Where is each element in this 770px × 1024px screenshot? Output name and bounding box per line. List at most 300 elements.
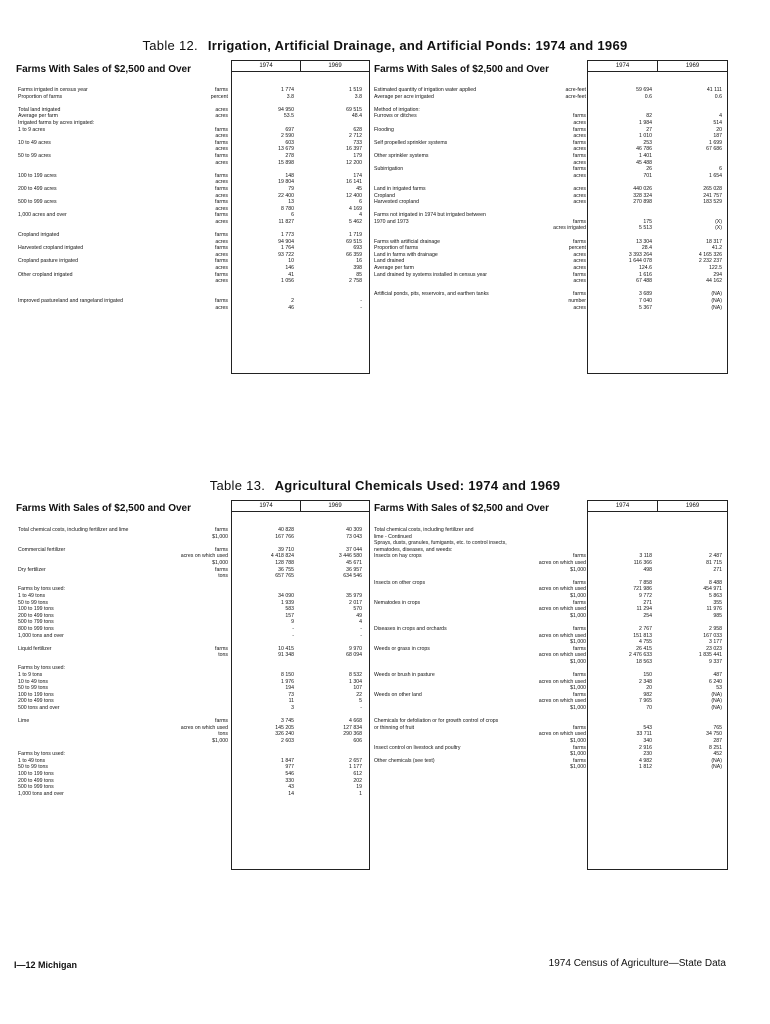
table-row: [374, 133, 726, 140]
table-row: [18, 646, 370, 653]
row-value-1969: 107: [353, 685, 362, 692]
row-value-1969: 12 400: [346, 192, 362, 199]
table-row: [18, 120, 370, 127]
row-value-1969: 2 017: [349, 599, 362, 606]
row-unit: $1,000: [570, 738, 586, 744]
table-row: [18, 166, 370, 173]
row-unit: $1,000: [570, 566, 586, 573]
row-value-1969: 487: [713, 672, 722, 679]
table-row: [18, 751, 370, 758]
row-value-1974: 1 616: [639, 271, 652, 278]
table-row: [18, 285, 370, 292]
row-value-1969: 1 699: [709, 139, 722, 146]
row-label: Artificial ponds, pits, reservoirs, and earthen tanks: [374, 291, 489, 298]
row-value-1969: 5: [359, 698, 362, 705]
row-value-1974: 583: [285, 606, 294, 613]
row-value-1969: 4: [359, 619, 362, 626]
table-row: [18, 252, 370, 259]
row-value-1969: 35 979: [346, 592, 362, 599]
table-row: [374, 113, 726, 120]
row-label: Total chemical costs, including fertilizer and lime: [18, 527, 129, 533]
table-row: [18, 193, 370, 200]
row-value-1974: 39 710: [278, 546, 294, 553]
row-value-1969: 6: [359, 199, 362, 206]
row-label: Average per farm: [18, 113, 58, 120]
row-label: 1,000 acres and over: [18, 212, 67, 219]
row-unit: acres: [215, 278, 228, 285]
table-row: [18, 718, 370, 725]
table-row: [374, 120, 726, 127]
row-value-1969: 41.2: [711, 245, 722, 252]
table-row: [18, 291, 370, 298]
row-value-1974: 330: [285, 777, 294, 784]
row-unit: acres irrigated: [553, 225, 586, 232]
table-row: [374, 560, 726, 567]
row-unit: tons: [218, 731, 228, 738]
row-value-1969: 85: [356, 271, 362, 278]
row-value-1974: 167 766: [275, 533, 294, 540]
row-value-1969: 265 028: [703, 185, 722, 192]
table-row: [18, 586, 370, 593]
row-label: Method of irrigation:: [374, 106, 420, 113]
row-unit: farms: [573, 113, 586, 120]
row-value-1974: 2: [291, 298, 294, 304]
table-row: [374, 652, 726, 659]
row-label: Diseases in crops and orchards: [374, 625, 447, 632]
row-unit: acres on which used: [180, 724, 228, 731]
table-row: [374, 718, 726, 725]
row-value-1969: 985: [713, 612, 722, 619]
row-value-1974: 145 205: [275, 724, 294, 731]
row-value-1969: 53: [716, 685, 722, 692]
row-value-1974: 6: [291, 212, 294, 219]
row-value-1969: 37 044: [346, 546, 362, 553]
row-label: 100 to 199 tons: [18, 606, 54, 613]
row-label: nematodes, diseases, and weeds:: [374, 546, 453, 553]
row-unit: percent: [568, 245, 586, 252]
table-row: [374, 712, 726, 719]
row-value-1974: 1 401: [639, 152, 652, 159]
table-row: [374, 685, 726, 692]
table-row: [18, 206, 370, 213]
row-label: Insects on other crops: [374, 579, 426, 586]
row-label: 100 to 199 tons: [18, 770, 54, 777]
row-label: Cropland irrigated: [18, 232, 60, 239]
row-value-1974: 18 563: [636, 658, 652, 665]
table-row: [374, 534, 726, 541]
row-value-1969: 179: [353, 152, 362, 159]
row-value-1974: 33 711: [636, 731, 652, 738]
table-row: [18, 87, 370, 94]
row-value-1974: 4 418 824: [270, 553, 294, 560]
table-row: [18, 659, 370, 666]
row-value-1974: 70: [646, 705, 652, 712]
row-unit: farms: [215, 271, 228, 278]
row-unit: farms: [215, 298, 228, 304]
row-value-1969: 4 169: [349, 205, 362, 212]
row-value-1969: 8 251: [709, 744, 722, 751]
row-value-1974: 79: [288, 185, 294, 192]
row-value-1969: 1 519: [349, 87, 362, 93]
row-label: Farms not irrigated in 1974 but irrigated between: [374, 212, 486, 219]
table-row: [18, 692, 370, 699]
row-unit: acres: [215, 238, 228, 245]
table-row: [374, 764, 726, 771]
table-row: [374, 252, 726, 259]
row-value-1969: 16 397: [346, 146, 362, 153]
row-unit: $1,000: [570, 705, 586, 712]
row-label: lime - Continued: [374, 533, 412, 540]
table-row: [18, 672, 370, 679]
row-value-1969: 693: [353, 245, 362, 252]
row-value-1974: 254: [643, 612, 652, 619]
row-label: Lime: [18, 718, 30, 725]
row-value-1974: 116 366: [633, 559, 652, 566]
row-value-1969: 3.8: [354, 93, 362, 100]
row-value-1969: 355: [713, 599, 722, 606]
row-value-1969: 5 863: [709, 592, 722, 599]
row-value-1974: 157: [285, 612, 294, 619]
row-value-1969: 167 033: [703, 632, 722, 639]
table-row: [374, 633, 726, 640]
table-row: [18, 698, 370, 705]
table-row: [18, 146, 370, 153]
row-value-1974: 2 476 633: [628, 652, 652, 659]
row-value-1974: 1 812: [639, 764, 652, 771]
row-unit: acres: [215, 205, 228, 212]
row-label: Nematodes in crops: [374, 599, 421, 606]
table-row: [374, 679, 726, 686]
row-unit: farms: [573, 166, 586, 173]
row-value-1974: 34 090: [278, 592, 294, 599]
row-unit: $1,000: [570, 639, 586, 646]
table13-number: Table 13.: [209, 478, 266, 493]
row-value-1969: 41 111: [706, 87, 722, 93]
table-row: [18, 540, 370, 547]
table-row: [18, 199, 370, 206]
row-value-1974: 27: [646, 126, 652, 133]
row-value-1974: 1 847: [281, 757, 294, 764]
table12-title: [0, 38, 770, 53]
table12-left-year1: 1974: [232, 61, 301, 72]
row-value-1969: 16: [356, 258, 362, 265]
row-value-1969: 49: [356, 612, 362, 619]
row-label: 1 to 49 tons: [18, 592, 46, 599]
row-value-1974: 91 348: [278, 652, 294, 659]
table-row: [374, 179, 726, 186]
row-value-1974: 46 786: [636, 146, 652, 153]
row-value-1974: 15 898: [278, 159, 294, 166]
row-unit: acres: [215, 192, 228, 199]
row-value-1974: 4 982: [639, 757, 652, 764]
page-number: I—12 Michigan: [14, 960, 78, 970]
row-value-1969: 398: [353, 265, 362, 272]
table-row: [18, 239, 370, 246]
row-label: Insect control on livestock and poultry: [374, 744, 461, 751]
table-row: [18, 567, 370, 574]
row-value-1974: 701: [643, 172, 652, 179]
table-row: [18, 100, 370, 107]
row-value-1969: 69 515: [346, 238, 362, 245]
table-row: [18, 127, 370, 134]
row-value-1969: 290 368: [343, 731, 362, 738]
row-value-1974: 46: [288, 304, 294, 311]
row-unit: acres: [573, 278, 586, 285]
row-unit: farms: [573, 218, 586, 225]
row-unit: number: [568, 298, 586, 304]
row-value-1974: 2 916: [639, 744, 652, 751]
row-value-1974: 11 827: [278, 218, 294, 225]
table-row: [18, 232, 370, 239]
row-value-1969: 1: [359, 790, 362, 797]
table-row: [374, 258, 726, 265]
row-value-1969: 454 971: [703, 586, 722, 593]
table-row: [18, 778, 370, 785]
row-unit: farms: [573, 625, 586, 632]
row-unit: acres: [573, 251, 586, 258]
row-value-1974: 1 644 078: [628, 258, 652, 265]
table12-number: Table 12.: [142, 38, 198, 53]
table13-left-year1: 1974: [232, 501, 301, 512]
row-value-1974: 1 010: [639, 133, 652, 140]
table-row: [18, 245, 370, 252]
table-row: [374, 298, 726, 305]
row-unit: acres: [573, 159, 586, 166]
table-row: [374, 619, 726, 626]
table-row: [374, 232, 726, 239]
row-value-1974: 1 976: [281, 678, 294, 685]
table13-right-year1: 1974: [588, 501, 658, 512]
row-value-1969: 4 668: [349, 718, 362, 725]
row-unit: acres: [215, 146, 228, 153]
row-value-1974: 13 304: [636, 238, 652, 245]
table-row: [374, 738, 726, 745]
row-label: 100 to 199 tons: [18, 691, 54, 698]
table-row: [374, 305, 726, 312]
table-row: [374, 212, 726, 219]
row-value-1969: 241 757: [703, 192, 722, 199]
row-label: Cropland: [374, 192, 396, 199]
row-unit: acres: [215, 251, 228, 258]
table-row: [374, 639, 726, 646]
table-row: [374, 127, 726, 134]
row-label: Harvested cropland irrigated: [18, 245, 84, 252]
table-row: [374, 146, 726, 153]
row-unit: acres: [573, 133, 586, 140]
table-row: [374, 94, 726, 101]
table-row: [374, 698, 726, 705]
row-value-1969: 18 317: [706, 238, 722, 245]
row-unit: farms: [215, 258, 228, 265]
row-label: Average per farm: [374, 265, 414, 272]
table-row: [18, 219, 370, 226]
row-value-1974: 3: [291, 705, 294, 712]
table-row: [18, 652, 370, 659]
row-unit: farms: [573, 672, 586, 679]
table-row: [18, 731, 370, 738]
row-value-1974: 5 513: [639, 225, 652, 232]
row-value-1969: 1 654: [709, 172, 722, 179]
row-value-1974: 175: [643, 218, 652, 225]
row-unit: acres: [215, 113, 228, 120]
row-unit: acres on which used: [538, 586, 586, 593]
row-value-1969: 3 177: [709, 639, 722, 646]
row-unit: farms: [573, 291, 586, 298]
row-value-1974: 498: [643, 566, 652, 573]
table-row: [18, 679, 370, 686]
row-value-1974: 7 858: [639, 579, 652, 586]
table-row: [18, 272, 370, 279]
row-value-1974: 13 679: [278, 146, 294, 153]
row-label: 1 to 9 acres: [18, 126, 46, 133]
row-value-1974: 977: [285, 764, 294, 771]
row-value-1969: (NA): [711, 698, 722, 705]
row-label: Subirrigation: [374, 166, 404, 173]
row-value-1969: 174: [353, 172, 362, 179]
row-value-1974: 3 689: [639, 291, 652, 298]
row-value-1969: 67 686: [706, 146, 722, 153]
row-unit: acres: [215, 179, 228, 186]
row-value-1974: 3 745: [281, 718, 294, 725]
table-row: [374, 751, 726, 758]
table-row: [374, 626, 726, 633]
row-value-1974: 2 767: [639, 625, 652, 632]
row-unit: $1,000: [570, 685, 586, 692]
table13-title-text: Agricultural Chemicals Used: 1974 and 1969: [274, 478, 561, 493]
row-value-1974: 3.8: [286, 93, 294, 100]
row-value-1969: 36 957: [346, 566, 362, 573]
table-row: [18, 613, 370, 620]
table-row: [374, 567, 726, 574]
table-row: [374, 731, 726, 738]
row-value-1969: 765: [713, 724, 722, 731]
row-unit: acres: [573, 119, 586, 126]
row-unit: acres: [573, 265, 586, 272]
row-value-1969: 452: [713, 751, 722, 758]
row-value-1969: 294: [713, 271, 722, 278]
row-value-1969: 2 712: [349, 133, 362, 140]
row-value-1974: 1 773: [281, 232, 294, 239]
row-unit: farms: [573, 139, 586, 146]
table-row: [374, 265, 726, 272]
row-value-1974: 1 056: [281, 278, 294, 285]
row-unit: farms: [573, 271, 586, 278]
row-value-1969: 3 446 580: [338, 553, 362, 560]
row-value-1974: 82: [646, 113, 652, 120]
table-row: [18, 173, 370, 180]
table12-right-header: Farms With Sales of $2,500 and Over: [374, 64, 549, 75]
row-unit: acres on which used: [538, 731, 586, 738]
row-unit: farms: [215, 152, 228, 159]
row-value-1969: (X): [715, 218, 722, 225]
table-row: [18, 560, 370, 567]
table13-right-rows: [374, 527, 726, 771]
row-label: Total land irrigated: [18, 106, 61, 113]
row-unit: acres on which used: [538, 606, 586, 613]
row-unit: acres: [215, 106, 228, 113]
row-unit: farms: [215, 527, 228, 533]
row-value-1969: (NA): [711, 304, 722, 311]
row-unit: acre-feet: [565, 87, 586, 93]
table-row: [374, 745, 726, 752]
row-unit: $1,000: [212, 533, 228, 540]
table12-left-header: Farms With Sales of $2,500 and Over: [16, 64, 191, 75]
row-unit: farms: [215, 245, 228, 252]
row-label: 200 to 499 tons: [18, 612, 54, 619]
row-unit: tons: [218, 652, 228, 659]
row-value-1969: 19: [356, 784, 362, 791]
row-value-1969: 0.6: [714, 93, 722, 100]
table12-right-year2: 1969: [658, 61, 727, 72]
row-unit: $1,000: [570, 658, 586, 665]
table12-right-rows: [374, 87, 726, 311]
table-row: [18, 527, 370, 534]
row-value-1974: 3 118: [639, 553, 652, 560]
publication-source: 1974 Census of Agriculture—State Data: [548, 958, 726, 969]
row-unit: farms: [573, 152, 586, 159]
row-value-1974: 253: [643, 139, 652, 146]
table-row: [374, 553, 726, 560]
row-label: 1,000 tons and over: [18, 632, 64, 639]
row-value-1969: (NA): [711, 691, 722, 698]
row-value-1969: 4 165 326: [698, 251, 722, 258]
row-value-1974: -: [292, 632, 294, 639]
row-value-1974: 73: [288, 691, 294, 698]
table-row: [374, 547, 726, 554]
row-label: Other cropland irrigated: [18, 271, 73, 278]
table-row: [18, 186, 370, 193]
table-row: [374, 186, 726, 193]
row-label: 500 to 999 acres: [18, 199, 57, 206]
table-row: [374, 140, 726, 147]
row-value-1974: 440 026: [633, 185, 652, 192]
table-row: [18, 791, 370, 798]
row-label: Land in farms with drainage: [374, 251, 438, 258]
row-value-1969: 8 488: [709, 579, 722, 586]
row-value-1974: 41: [288, 271, 294, 278]
row-label: 100 to 199 acres: [18, 172, 57, 179]
row-value-1974: 26: [646, 166, 652, 173]
row-value-1969: 12 200: [346, 159, 362, 166]
row-label: Self propelled sprinkler systems: [374, 139, 448, 146]
row-label: Proportion of farms: [18, 93, 63, 100]
row-unit: $1,000: [570, 751, 586, 758]
table-row: [374, 206, 726, 213]
row-value-1974: 1 939: [281, 599, 294, 606]
row-unit: farms: [573, 579, 586, 586]
row-value-1974: 14: [288, 790, 294, 797]
row-unit: acres: [573, 172, 586, 179]
row-unit: farms: [215, 139, 228, 146]
row-label: 50 to 99 acres: [18, 152, 51, 159]
table-row: [18, 665, 370, 672]
row-unit: farms: [573, 744, 586, 751]
row-value-1974: 2 348: [639, 678, 652, 685]
table-row: [18, 179, 370, 186]
table-row: [374, 725, 726, 732]
table-row: [18, 265, 370, 272]
row-label: Estimated quantity of irrigation water applied: [374, 87, 477, 93]
row-value-1969: 4: [359, 212, 362, 219]
table-row: [374, 291, 726, 298]
row-value-1974: 1 764: [281, 245, 294, 252]
row-value-1974: 20: [646, 685, 652, 692]
row-value-1969: 9 970: [349, 645, 362, 652]
row-label: 50 to 99 tons: [18, 764, 48, 771]
row-label: 1 to 9 tons: [18, 672, 43, 679]
row-value-1969: 612: [353, 770, 362, 777]
row-value-1969: 16 141: [346, 179, 362, 186]
